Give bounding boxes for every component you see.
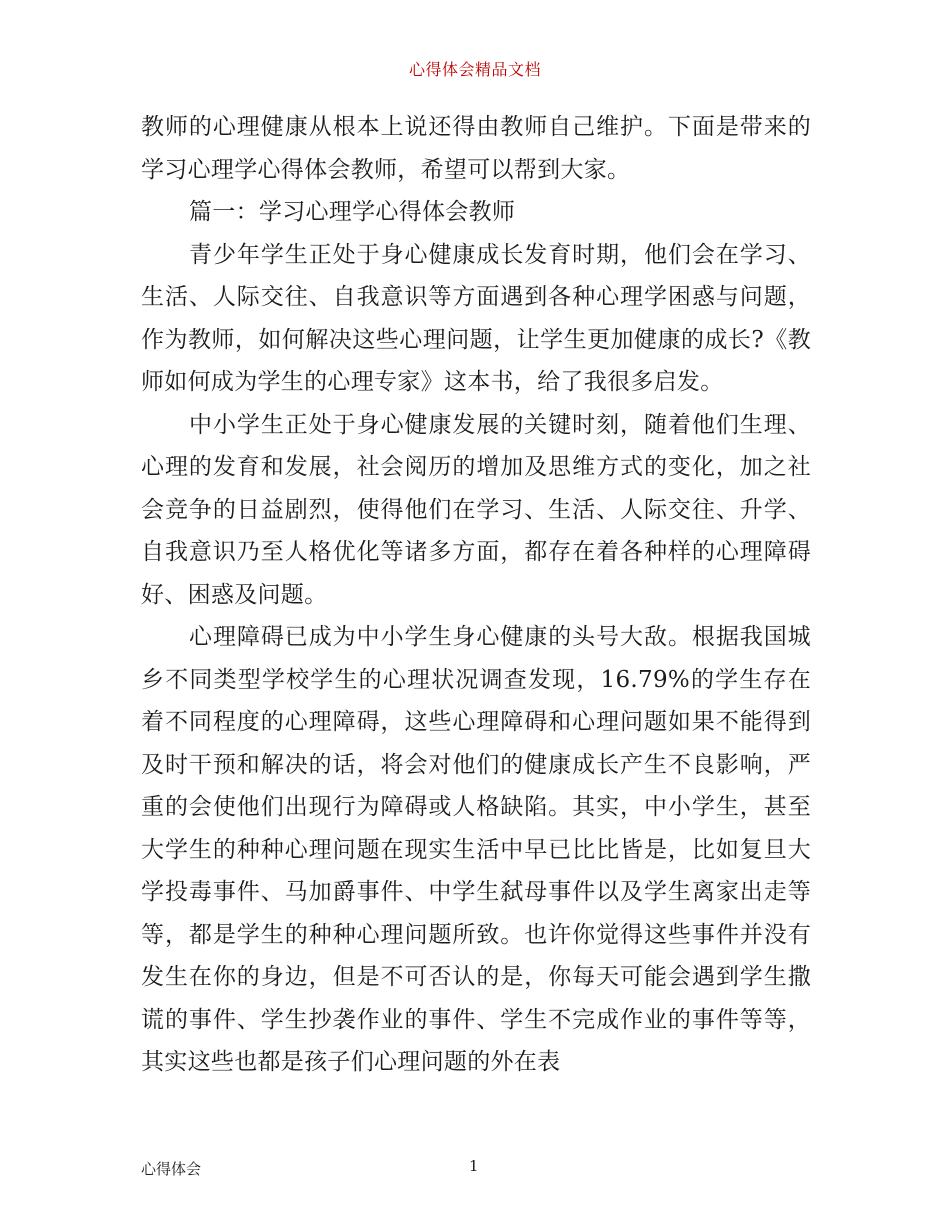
page-number: 1: [469, 1157, 479, 1175]
paragraph-body-1: 青少年学生正处于身心健康成长发育时期，他们会在学习、生活、人际交往、自我意识等方面遇到各种心理学困惑与问题，作为教师，如何解决这些心理问题，让学生更加健康的成长?《教师如何成为学生的心理专家》这本书，给了我很多启发。: [141, 241, 811, 395]
paragraph-body-2: 中小学生正处于身心健康发展的关键时刻，随着他们生理、心理的发育和发展，社会阅历的增加及思维方式的变化，加之社会竞争的日益剧烈，使得他们在学习、生活、人际交往、升学、自我意识乃至人格优化等诸多方面，都存在着各种样的心理障碍好、困惑及问题。: [141, 411, 811, 608]
document-body: [141, 106, 811, 1084]
document-header-title: 心得体会精品文档: [408, 60, 541, 79]
footer-label: 心得体会: [141, 1160, 202, 1178]
paragraph-body-3: 心理障碍已成为中小学生身心健康的头号大敌。根据我国城乡不同类型学校学生的心理状况调查发现，16.79%的学生存在着不同程度的心理障碍，这些心理障碍和心理问题如果不能得到及时干预和解决的话，将会对他们的健康成长产生不良影响，严重的会使他们出现行为障碍或人格缺陷。其实，中小学生，甚至大学生的种种心理问题在现实生活中早已比比皆是，比如复旦大学投毒事件、马加爵事件、中学生弑母事件以及学生离家出走等等，都是学生的种种心理问题所致。也许你觉得这些事件并没有发生在你的身边，但是不可否认的是，你每天可能会遇到学生撒谎的事件、学生抄袭作业的事件、学生不完成作业的事件等等，其实这些也都是孩子们心理问题的外在表: [141, 624, 811, 1075]
paragraph-intro: 教师的心理健康从根本上说还得由教师自己维护。下面是带来的学习心理学心得体会教师，希望可以帮到大家。: [141, 114, 811, 183]
paragraph-section-title: 篇一：学习心理学心得体会教师: [189, 199, 516, 225]
